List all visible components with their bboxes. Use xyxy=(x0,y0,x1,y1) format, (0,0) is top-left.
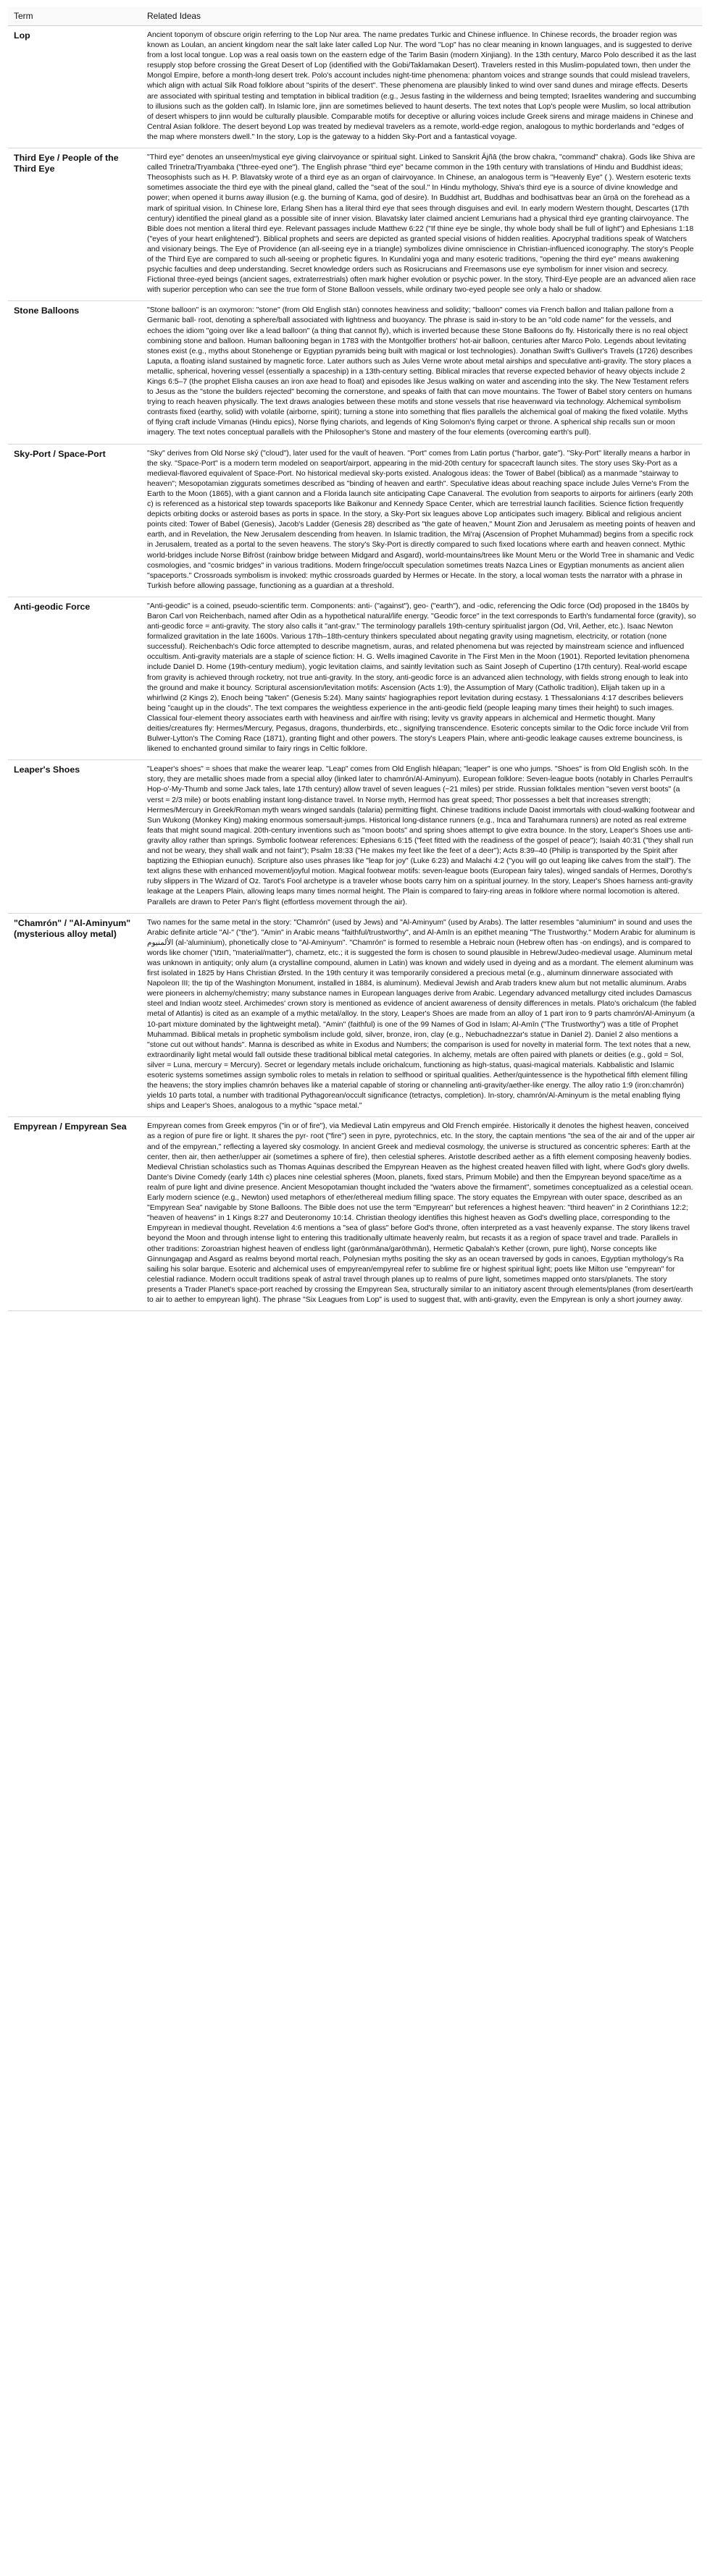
related-ideas-cell: "Stone balloon" is an oxymoron: "stone" (from Old English stān) connotes heaviness and solidity; "balloon" comes via French ballon and Italian pallone from a Germanic ball- root, denoting a sphere/ball associated with lightness and buoyancy. The phrase is said in-story to be an "old code name" for the vessels, and echoes the idiom "going over like a lead balloon" (a thing that cannot fly), which is inverted because these Stone Balloons do fly. Historically there is no real object combining stone and balloon. Human ballooning began in 1783 with the Montgolfier brothers' hot-air balloon, centuries after Marco Polo. Legends about levitating stones exist (e.g., myths about Stonehenge or Egyptian pyramids being built with magical or lost technologies). Jonathan Swift's Gulliver's Travels (1726) describes Laputa, a floating island sustained by magnetic force. Later authors such as Jules Verne wrote about metal airships and speculative anti-gravity. The story places a metallic, spherical, hovering vessel (essentially a spaceship) in a 13th-century setting. Biblical miracles that reverse expected behavior of heavy objects include 2 Kings 6:5–7 (the prophet Elisha causes an iron axe head to float) and episodes like Jesus walking on water and ascending into the sky. The New Testament refers to Jesus as the "stone the builders rejected" becoming the cornerstone, and speaks of faith that can move mountains. The Tower of Babel story centers on humans trying to reach heaven physically. The text draws analogies between these motifs and stone vessels that rise heavenward via technology. Alchemical symbolism contrasts fixed (earthy, solid) with volatile (airborne, spirit); turning a stone into something that flies parallels the alchemical goal of making the fixed volatile. Myths of flying craft include Vimanas (Hindu epics), Norse flying chariots, and legends of King Solomon's flying carpet or throne. A spherical ship recalls sun or moon imagery. The text notes conceptual parallels with the Philosopher's Stone and mastery of the four elements (overcoming earth's pull). xyxy=(141,301,702,444)
glossary-table xyxy=(8,7,702,1311)
related-ideas-cell: Two names for the same metal in the story: "Chamrón" (used by Jews) and "Al-Aminyum" (used by Arabs). The latter resembles "aluminium" in sound and uses the Arabic definite article "Al-" ("the"). "Amin" in Arabic means "faithful/trustworthy", and Al-Amīn is an epithet meaning "The Trustworthy." Modern Arabic for aluminum is الألمنيوم (al-'aluminium), phonetically close to "Al-Aminyum". "Chamrón" is formed to resemble a Hebraic noun (Hebrew often has -on endings), and is compared to words like chomer (חומר, "material/matter"), chametz, etc.; it is suggested the form is chosen to sound plausible in Hebrew/Judeo-medieval usage. Aluminum metal was unknown in antiquity; only alum (a crystalline compound, alumen in Latin) was known and widely used in dyeing and as a mordant. The element aluminum was first isolated in 1825 by Hans Christian Ørsted. In the 19th century it was temporarily considered a precious metal (e.g., aluminum dinnerware associated with Napoleon III; the tip of the Washington Monument, installed in 1884, is aluminum). Medieval Jewish and Arab traders knew alum but not metallic aluminum. Arabs were pioneers in alchemy/chemistry; many substance names in European languages derive from Arabic. Legendary advanced metallurgy cited includes Damascus steel and Indian wootz steel. Archimedes' crown story is mentioned as evidence of ancient awareness of density differences in metals. Plato's orichalcum (the fabled metal of Atlantis) is cited as an example of a mythic metal/alloy. In the story, Leaper's Shoes are made from an alloy of 1 part iron to 9 parts chamrón/Al-Aminyum (a 10-part mixture dominated by the lightweight metal). "Amin" (faithful) is one of the 99 Names of God in Islam; Al-Amīn ("The Trustworthy") was a title of Prophet Muhammad. Biblical metals in prophetic symbolism include gold, silver, bronze, iron, clay (e.g., Nebuchadnezzar's statue in Daniel 2). Daniel 2 also mentions a "stone cut out without hands". Manna is described as white in Exodus and Numbers; the comparison is used for novelty in material form. The text notes that a new, extraordinarily light metal would fall outside these traditional biblical metal categories. In alchemy, metals are often paired with planets or deities (e.g., gold = Sol, silver = Luna, mercury = Mercury). Secret or legendary metals include orichalcum, functioning as high-status, quasi-magical materials. Kabbalistic and Islamic esoteric systems sometimes assign symbolic roles to metals in relation to selfhood or spiritual qualities. Aether/quintessence is the hypothetical fifth element filling the heavens; the story implies chamrón behaves like a material capable of storing or channeling anti-gravity/aether-like energy. The alloy ratio 1:9 (iron:chamrón) yields 10 parts total, a number with traditional Pythagorean/occult significance (tetractys, completion). In-story, chamrón/Al-Aminyum is the metal enabling flying ships and Leaper's Shoes, analogous to a mythic "space metal." xyxy=(141,913,702,1117)
related-ideas-cell: Empyrean comes from Greek empyros ("in or of fire"), via Medieval Latin empyreus and Old French empirée. Historically it denotes the highest heaven, conceived as a region of pure fire or light. It shares the pyr- root ("fire") seen in pyre, pyrotechnics, etc. In the story, the captain mentions "the sea of the air and of the upper air and of the empyrean," reflecting a layered sky cosmology. In ancient Greek and medieval cosmology, the universe is structured as concentric spheres: Earth at the center, then air, then aether/upper air (sometimes a sphere of fire), then celestial spheres. Aristotle described aether as a fifth element composing heavenly bodies. Medieval Christian scholastics such as Thomas Aquinas described the Empyrean Heaven as the highest created heaven filled with light, where God's glory dwells. Dante's Divine Comedy (early 14th c) places nine celestial spheres (Moon, planets, fixed stars, Primum Mobile) and then the Empyrean beyond space/time as a realm of pure light and divine presence. Ancient Mesopotamian thought included the "waters above the firmament", sometimes conceptualized as a celestial ocean. Early modern science (e.g., Newton) used metaphors of ether/ethereal medium filling space. The story equates the Empyrean with outer space, described as an "Empyrean Sea" navigable by Stone Balloons. The Bible does not use the term "Empyrean" but references a highest heaven: "third heaven" in 2 Corinthians 12:2; "heaven of heavens" in 1 Kings 8:27 and Deuteronomy 10:14. Christian theology identifies this highest heaven as God's dwelling place, corresponding to the Empyrean in medieval thought. Revelation 4:6 mentions a "sea of glass" before God's throne, often interpreted as a vast heavenly expanse. The story likens travel beyond the Moon and through intense light to entering this traditionally ultimate heavenly realm, but recasts it as a region of space travel and trade. Parallels in other traditions: Zoroastrian highest heaven of endless light (garōnmāna/garōthmān), Hermetic Qabalah's Kether (crown, pure light), Norse concepts like Ginnungagap and Asgard as realms beyond mortal reach, Polynesian myths positing the sky as an ocean traversed by gods in canoes, Egyptian mythology's Ra sailing his solar barque. Esoteric and alchemical uses of empyrean/empyreal refer to sublime fire or highest spiritual light; poets like Milton use "empyrean" for celestial radiance. Modern occult traditions speak of astral travel through planes up to realms of pure light, sometimes mapped onto stars/planets. The story presents a Trader Planet's space-port reached by crossing the Empyrean Sea, structurally similar to an initiatory ascent through elements/planes (from desert/earth to air to aether to empyrean light). The phrase "Six Leagues from Lop" is used to suggest that, with anti-gravity, even the Empyrean is only a short journey away. xyxy=(141,1117,702,1311)
table-row xyxy=(8,301,702,444)
table-row xyxy=(8,1117,702,1311)
term-cell: Lop xyxy=(8,26,141,148)
related-ideas-column-header: Related Ideas xyxy=(141,7,702,26)
table-row xyxy=(8,444,702,597)
table-row xyxy=(8,760,702,913)
related-ideas-cell: "Leaper's shoes" = shoes that make the wearer leap. "Leap" comes from Old English hlēapan; "leaper" is one who jumps. "Shoes" is from Old English scōh. In the story, they are metallic shoes made from a special alloy (linked later to chamrón/Al-Aminyum). European folklore: Seven-league boots (notably in Charles Perrault's Hop-o'-My-Thumb and some Jack tales, late 17th century) allow travel of seven leagues (~21 miles) per stride. Russian folktales mention "seven verst boots" (a verst ≈ 2/3 mile) or boots enabling instant long-distance travel. In Norse myth, Hermod has great speed; Thor possesses a belt that increases strength; Hermes/Mercury in Greek/Roman myth wears winged sandals (talaria) permitting flight. Chinese traditions include Daoist immortals with cloud-walking footwear and Sun Wukong (Monkey King) making enormous somersault-jumps. Historical long-distance runners (e.g., Inca and Tarahumara runners) are noted as real extreme feats that might sound magical. 20th-century inventions such as "moon boots" and spring shoes attempt to give extra bounce. In the story, Leaper's Shoes use anti-gravity alloy rather than springs. Symbolic footwear references: Ephesians 6:15 ("feet fitted with the readiness of the gospel of peace"); Isaiah 40:31 ("they shall run and not be weary, they shall walk and not faint"); Psalm 18:33 ("He makes my feet like the feet of a deer"); Acts 8:39–40 (Philip is transported by the Spirit after baptizing the Ethiopian eunuch). Scripture also uses phrases like "leap for joy" (Luke 6:23) and Malachi 4:2 ("you will go out leaping like calves from the stall"). The text aligns these with enhanced movement/joyful motion. Magical footwear motifs: seven-league boots (European fairy tales), winged sandals of Hermes, Dorothy's ruby slippers in The Wizard of Oz. Tarot's Fool archetype is a traveler whose boots carry him on a spiritual journey. In the story, Leaper's Shoes harness anti-gravity leakage at the Leapers Plain, allowing leaps many times normal height. The Plain is compared to fairy-ring areas in folklore where normal locomotion is altered. Parallels are drawn to Peter Pan's flight (effortless movement through the air). xyxy=(141,760,702,913)
term-cell: Stone Balloons xyxy=(8,301,141,444)
table-row xyxy=(8,148,702,301)
glossary-sheet xyxy=(8,7,702,1311)
table-row xyxy=(8,597,702,759)
term-cell: "Chamrón" / "Al-Aminyum" (mysterious alloy metal) xyxy=(8,913,141,1117)
term-cell: Anti-geodic Force xyxy=(8,597,141,759)
related-ideas-cell: Ancient toponym of obscure origin referring to the Lop Nur area. The name predates Turkic and Chinese influence. In Chinese records, the broader region was known as Loulan, an ancient kingdom near the salt lake later called Lop Nur. The word "Lop" has no clear meaning in known languages, and is suggested to derive from a lost local tongue. Lop was a real oasis town on the eastern edge of the Tarim Basin (modern Xinjiang). In the 13th century, Marco Polo described it as the last resupply stop before crossing the Great Desert of Lop (identified with the Gobi/Taklamakan Desert). Travelers rested in this Muslim-populated town, then under the Mongol Empire, before a month-long desert trek. Polo's account includes night-time phenomena: phantom voices and strange sounds that could mislead travelers, which align with actual Silk Road folklore about "spirits of the desert". These phenomena are plausibly linked to wind over sand dunes and mirage effects. Deserts are associated with spiritual testing and temptation in biblical tradition (e.g., Jesus fasting in the wilderness and being tempted; Israelites wandering and succumbing to illusions such as the golden calf). In Islamic lore, jinn are sometimes believed to haunt deserts. The text notes that Lop's people were Muslim, so local attribution of desert whispers to jinn would be culturally plausible. Comparable motifs for deceptive or alluring voices include Greek sirens and mirage maidens in Chinese and Central Asian folklore. The desert beyond Lop was treated by medieval travelers as a remote, world-edge region, analogous to mythic borderlands and "edges of the map where monsters dwell." In the story, Lop is the gateway to a hidden Sky-Port and a fantastical voyage. xyxy=(141,26,702,148)
related-ideas-cell: "Sky" derives from Old Norse ský ("cloud"), later used for the vault of heaven. "Port" comes from Latin portus ("harbor, gate"). "Sky-Port" literally means a harbor in the sky. "Space-Port" is a modern term modeled on seaport/airport, appearing in the mid-20th century for spacecraft launch sites. The story uses Sky-Port as a medieval-flavored equivalent of Space-Port. No historical medieval sky-ports existed. Analogous ideas: the Tower of Babel (biblical) as a manmade "stairway to heaven"; Mesopotamian ziggurats sometimes described as "binding of heaven and earth". Speculative ideas about reaching space include Jules Verne's From the Earth to the Moon (1865), with a giant cannon and a Florida launch site anticipating Cape Canaveral. The evolution from seaports to airports for airliners (early 20th c) is referenced as a historical step towards spaceports like Baikonur and Kennedy Space Center, which are terrestrial launch facilities. Science fiction frequently depicts orbiting docks or asteroid bases as ports in space. In the story, a Sky-Port six leagues above Lop anticipates such imagery. Biblical and religious ancient points cited: Tower of Babel (Genesis), Jacob's Ladder (Genesis 28) described as "the gate of heaven," Mount Zion and Jerusalem as meeting points of heaven and earth, and in Revelation, the New Jerusalem descending from heaven. In Islamic tradition, the Mi'raj (Ascension of Prophet Muhammad) begins from a specific rock in Jerusalem, treated as a portal to the seven heavens. The story's Sky-Port is directly compared to such fixed locations where earth and heaven connect. Mythic world-bridges include Norse Bifröst (rainbow bridge between Midgard and Asgard), world-mountains/trees like Mount Meru or the World Tree in shamanic and Vedic cosmologies, and "cosmic bridges" in various traditions. Modern fringe/occult speculation sometimes treats Nazca Lines or Egyptian monuments as ancient alien "spaceports." Crossroads symbolism is invoked: mythic crossroads guarded by Hermes or Hecate. In the story, a local woman tests the narrator with a phrase in Turkish before allowing passage, functioning as a guardian at a threshold. xyxy=(141,444,702,597)
term-cell: Leaper's Shoes xyxy=(8,760,141,913)
term-cell: Sky-Port / Space-Port xyxy=(8,444,141,597)
related-ideas-cell: "Anti-geodic" is a coined, pseudo-scientific term. Components: anti- ("against"), geo- ("earth"), and -odic, referencing the Odic force (Od) proposed in the 1840s by Baron Carl von Reichenbach, named after Odin as a hypothetical natural/life energy. "Geodic force" in the text corresponds to Earth's fundamental force (gravity), so anti-geodic force = anti-gravity. The story also calls it "ant-grav." The terminology parallels 19th-century spiritualist jargon (Od, Vril, Aether, etc.). Isaac Newton formalized gravitation in the late 1600s. Various 17th–18th-century thinkers speculated about negating gravity using magnetism, electricity, or rotation (none successful). Reichenbach's Odic force attempted to describe magnetism, auras, and related phenomena but was rejected by mainstream science and influenced occultism. Anti-gravity materials are a staple of science fiction: H. G. Wells imagined Cavorite in The First Men in the Moon (1901). Reported levitation phenomena include Daniel D. Home (19th-century medium), yogic levitation claims, and saintly levitation such as Saint Joseph of Cupertino (17th century). Real-world escape from gravity is achieved through rocketry, not true anti-gravity. In the story, anti-geodic force is an advanced alien technology, with fields strong enough to leak into the ground and make it bouncy. Scriptural ascension/levitation motifs: Ascension (Acts 1:9), the Assumption of Mary (Catholic tradition), Elijah taken up in a whirlwind (2 Kings 2), Enoch being "taken" (Genesis 5:24). Many saints' hagiographies report levitation during ecstasy. 1 Thessalonians 4:17 describes believers being "caught up in the clouds". The text compares the weightless experience in the anti-geodic field (people leaping many times their height) to such images. Classical four-element theory associates earth with heaviness and air/fire with rising; levity vs gravity appears in alchemical and Hermetic thought. Many deities/creatures fly: Hermes/Mercury, Pegasus, dragons, thunderbirds, etc., signifying transcendence. Esoteric concepts similar to the Odic force include Vril from Bulwer-Lytton's The Coming Race (1871), granting flight and other powers. The story's Leapers Plain, where anti-geodic leakage causes extreme bounciness, is likened to enchanted ground similar to fairy rings in Celtic folklore. xyxy=(141,597,702,759)
related-ideas-cell: "Third eye" denotes an unseen/mystical eye giving clairvoyance or spiritual sight. Linked to Sanskrit Ājñā (the brow chakra, "command" chakra). Gods like Shiva are called Trinetra/Tryambaka ("three-eyed one"). The English phrase "third eye" became common in the 19th century with translations of Hindu and Buddhist ideas; Theosophists such as H. P. Blavatsky wrote of a third eye as an organ of clairvoyance. In Chinese, an analogous term is "Heavenly Eye" ( ). Western esoteric texts sometimes associate the third eye with the pineal gland, called the "seat of the soul." In Hindu mythology, Shiva's third eye is a source of divine knowledge and power; when opened it burns away illusion (e.g. the burning of Kama, god of desire). In Buddhist art, Buddhas and bodhisattvas bear an ūrṇā on the forehead as a mark of spiritual vision. In Chinese lore, Erlang Shen has a literal third eye that sees through disguises and evil. In early modern Western thought, Descartes (17th century) identified the pineal gland as a possible site of inner vision. Blavatsky later claimed ancient Lemurians had a physical third eye granting clairvoyance. The Bible does not mention a literal third eye. Relevant passages include Matthew 6:22 ("If thine eye be single, thy whole body shall be full of light") and Ephesians 1:18 ("eyes of your heart enlightened"). Biblical prophets and seers are depicted as granted special visions of hidden realities. Apocryphal traditions speak of Watchers and visionary beings. The Eye of Providence (an all-seeing eye in a triangle) symbolizes divine omniscience in Christian-influenced iconography. The story's People of the Third Eye are compared to such all-seeing or prophetic figures. In Kundalini yoga and many esoteric traditions, "opening the third eye" means awakening psychic faculties and deep understanding. Secret knowledge orders such as Rosicrucians and Freemasons use eye symbolism for inner vision and secrecy. Fictional three-eyed beings (ancient sages, extraterrestrials) often mark higher evolution or psychic power. In the story, Third-Eye people are an advanced alien race with superior perception who can see the true form of Stone Balloon vessels, while ordinary two-eyed people see only a halo or shadow. xyxy=(141,148,702,301)
term-cell: Third Eye / People of the Third Eye xyxy=(8,148,141,301)
table-row xyxy=(8,913,702,1117)
term-column-header: Term xyxy=(8,7,141,26)
table-header-row xyxy=(8,7,702,26)
term-cell: Empyrean / Empyrean Sea xyxy=(8,1117,141,1311)
table-row xyxy=(8,26,702,148)
